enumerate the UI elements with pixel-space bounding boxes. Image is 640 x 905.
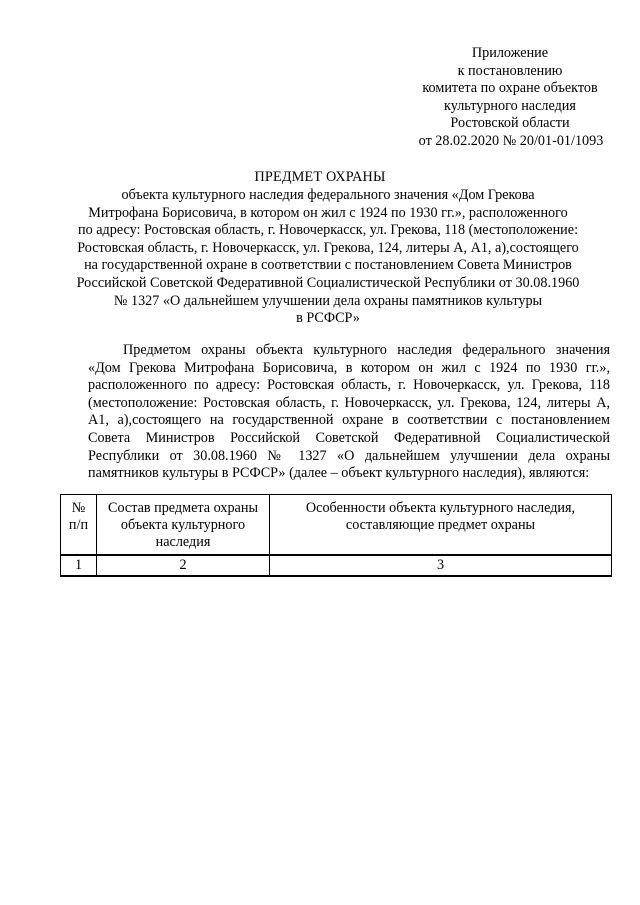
body-line: расположенного по адресу: Ростовская область, г. Новочеркасск, ул. Грекова, 118 [88,377,610,394]
appendix-line: культурного наследия [444,97,576,114]
document-title: ПРЕДМЕТ ОХРАНЫ [254,169,386,185]
table-cell: 2 [97,555,270,576]
table-cell: 1 [61,555,97,576]
subtitle-line: № 1327 «О дальнейшем улучшении дела охраны памятников культуры [113,292,543,309]
subtitle-line: объекта культурного наследия федерального значения «Дом Грекова [121,187,535,203]
table-header-cell-features [270,495,612,556]
appendix-line: Ростовской области [450,115,570,132]
table-header-row [61,495,612,556]
table-header-cell-number [61,495,97,556]
header-text-line: № [71,500,86,516]
appendix-line: к постановлению [457,62,563,79]
body-line: (местоположение: Ростовская область, г. Новочеркасск, ул. Грекова, 124, литеры А, [88,394,610,411]
subtitle-line: Российской Советской Федеративной Социалистической Республики от 30.08.1960 [76,274,580,291]
body-line: Предметом охраны объекта культурного наследия федерального значения [123,342,610,358]
appendix-date-line: от 28.02.2020 № 20/01-01/1093 [418,132,604,149]
body-line: «Дом Грекова Митрофана Борисовича, в котором он жил с 1924 по 1930 гг.», [88,359,610,376]
subtitle-line: на государственной охране в соответствии с постановлением Совета Министров [84,257,572,274]
header-text-line: наследия [155,534,211,550]
subtitle-line: Митрофана Борисовича, в котором он жил с 1924 по 1930 гг.», расположенного [88,204,568,221]
document-subtitle [58,187,598,328]
subtitle-line: Ростовская область, г. Новочеркасск, ул. Грекова, 124, литеры А, А1, а),состоящего [77,239,579,256]
protection-subject-table [60,494,612,577]
header-text-line: объекта культурного [120,517,246,533]
subtitle-line: по адресу: Ростовская область, г. Новочеркасск, ул. Грекова, 118 (местоположение: [77,222,579,239]
table-header-cell-composition [97,495,270,556]
table-cell: 3 [270,555,612,576]
subtitle-line: в РСФСР» [296,310,360,327]
body-line: Республики от 30.08.1960 № 1327 «О дальнейшем улучшении дела охраны [88,447,610,464]
body-paragraph [88,342,610,483]
body-line: Совета Министров Российской Советской Федеративной Социалистической [88,429,610,446]
appendix-line: комитета по охране объектов [422,80,598,97]
header-text-line: Особенности объекта культурного наследия, [305,500,576,516]
header-text-line: составляющие предмет охраны [345,517,536,533]
body-line: памятников культуры в РСФСР» (далее – объект культурного наследия), являются: [88,465,590,482]
header-text-line: п/п [68,517,89,533]
header-text-line: Состав предмета охраны [108,500,258,516]
appendix-line: Приложение [471,45,549,61]
table-number-row [61,555,612,576]
body-line: А1, а),состоящего на государственной охране в соответствии с постановлением [88,412,610,429]
appendix-header [360,45,640,151]
